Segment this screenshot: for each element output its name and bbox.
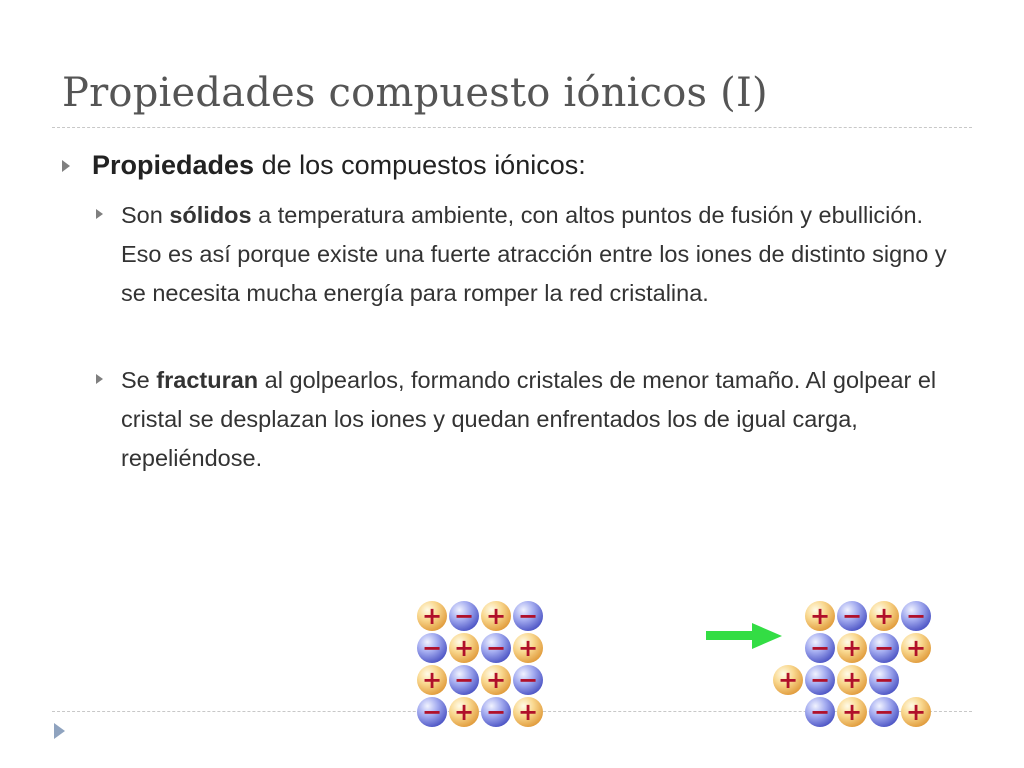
anion-ion	[417, 633, 447, 663]
slide-title: Propiedades compuesto iónicos (I)	[62, 70, 768, 116]
subbullet-bold-term: fracturan	[156, 367, 259, 393]
ionic-lattice-figure	[400, 588, 960, 763]
cation-ion	[513, 697, 543, 727]
lattice-before-impact	[417, 601, 543, 727]
bullet-bold-term: Propiedades	[92, 150, 255, 180]
ion-charge-sign: +	[777, 666, 799, 694]
anion-ion	[481, 697, 511, 727]
subbullet-post: al golpearlos, formando cristales de menor tamaño. Al golpear el cristal se desplazan los iones y quedan enfrentados los de igual carga, repeliéndose.	[121, 367, 937, 471]
anion-ion	[513, 665, 543, 695]
ion-charge-sign: +	[517, 634, 539, 662]
subbullet-pre: Se	[121, 367, 157, 393]
cation-ion	[869, 601, 899, 631]
cation-ion	[837, 633, 867, 663]
bullet-text	[92, 150, 586, 181]
cation-ion	[449, 697, 479, 727]
ion-charge-sign: +	[485, 666, 507, 694]
anion-ion	[449, 601, 479, 631]
ion-charge-sign: −	[841, 602, 863, 630]
subbullet-pre: Son	[121, 202, 170, 228]
cation-ion	[481, 601, 511, 631]
cation-ion	[449, 633, 479, 663]
anion-ion	[901, 601, 931, 631]
subbullet-text	[121, 196, 956, 313]
ion-charge-sign: −	[517, 666, 539, 694]
ion-charge-sign: −	[485, 634, 507, 662]
ion-charge-sign: +	[517, 698, 539, 726]
bullet-properties	[62, 150, 942, 181]
subbullet-post: a temperatura ambiente, con altos puntos de fusión y ebullición. Eso es así porque existe una fuerte atracción entre los iones de distinto signo y se necesita mucha energía para romper la red cristalina.	[121, 202, 947, 306]
subbullet-arrow-icon	[96, 209, 103, 219]
anion-ion	[417, 697, 447, 727]
cation-ion	[901, 633, 931, 663]
cation-ion	[805, 601, 835, 631]
anion-ion	[805, 697, 835, 727]
ion-charge-sign: −	[453, 666, 475, 694]
subbullet-arrow-icon	[96, 374, 103, 384]
anion-ion	[805, 633, 835, 663]
ion-charge-sign: +	[421, 666, 443, 694]
ion-charge-sign: −	[809, 666, 831, 694]
bullet-arrow-icon	[62, 160, 70, 172]
ion-charge-sign: +	[485, 602, 507, 630]
subbullet-fracture	[96, 361, 966, 478]
ion-charge-sign: −	[873, 698, 895, 726]
cation-ion	[417, 601, 447, 631]
lattice-after-impact	[773, 601, 931, 727]
ion-charge-sign: +	[421, 602, 443, 630]
ion-charge-sign: −	[485, 698, 507, 726]
subbullet-bold-term: sólidos	[169, 202, 252, 228]
ion-charge-sign: −	[517, 602, 539, 630]
ion-charge-sign: +	[841, 634, 863, 662]
cation-ion	[417, 665, 447, 695]
anion-ion	[869, 633, 899, 663]
ion-charge-sign: +	[453, 634, 475, 662]
ion-charge-sign: +	[841, 666, 863, 694]
subbullet-solids	[96, 196, 966, 313]
ion-charge-sign: −	[873, 666, 895, 694]
ion-charge-sign: −	[421, 698, 443, 726]
ion-charge-sign: +	[873, 602, 895, 630]
ion-charge-sign: −	[905, 602, 927, 630]
footer-arrow-icon	[54, 723, 65, 739]
bullet-rest: de los compuestos iónicos:	[254, 150, 586, 180]
ion-charge-sign: +	[453, 698, 475, 726]
cation-ion	[513, 633, 543, 663]
anion-ion	[481, 633, 511, 663]
ion-charge-sign: −	[453, 602, 475, 630]
impact-arrow-icon	[706, 623, 782, 649]
ion-charge-sign: +	[841, 698, 863, 726]
ion-charge-sign: −	[421, 634, 443, 662]
cation-ion	[837, 665, 867, 695]
cation-ion	[901, 697, 931, 727]
title-divider	[52, 127, 972, 128]
ion-charge-sign: −	[873, 634, 895, 662]
ion-charge-sign: −	[809, 698, 831, 726]
anion-ion	[869, 697, 899, 727]
subbullet-text	[121, 361, 956, 478]
anion-ion	[869, 665, 899, 695]
anion-ion	[805, 665, 835, 695]
cation-ion	[837, 697, 867, 727]
anion-ion	[837, 601, 867, 631]
ion-charge-sign: +	[809, 602, 831, 630]
ion-charge-sign: +	[905, 698, 927, 726]
anion-ion	[449, 665, 479, 695]
anion-ion	[513, 601, 543, 631]
cation-ion	[773, 665, 803, 695]
cation-ion	[481, 665, 511, 695]
ion-charge-sign: +	[905, 634, 927, 662]
ion-charge-sign: −	[809, 634, 831, 662]
